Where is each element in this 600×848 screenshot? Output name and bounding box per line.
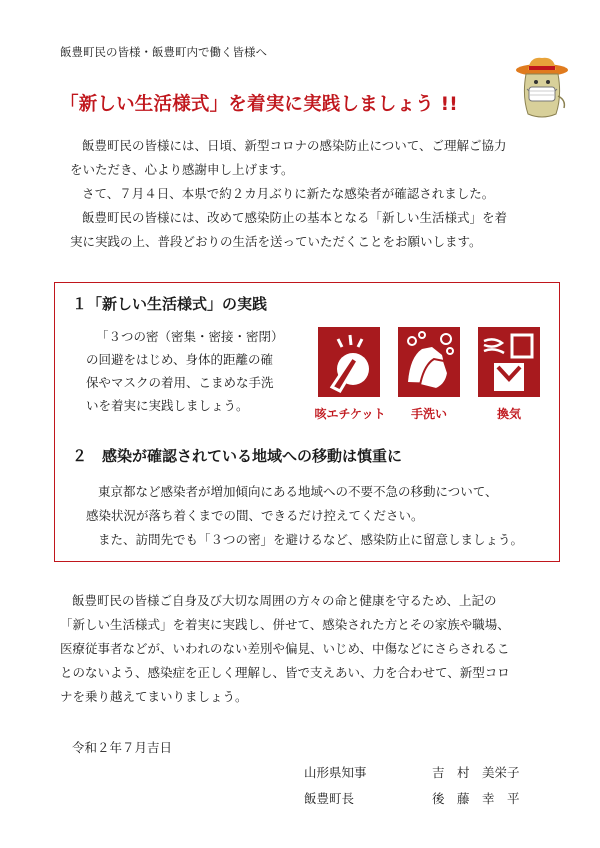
ventilation-icon bbox=[478, 327, 540, 397]
intro-line: 実に実践の上、普段どおりの生活を送っていただくことをお願いします。 bbox=[70, 234, 482, 249]
section1-line: いを着実に実践しましょう。 bbox=[86, 398, 249, 413]
handwashing-icon bbox=[398, 327, 460, 397]
section2-line: また、訪問先でも「３つの密」を避けるなど、感染防止に留意しましょう。 bbox=[98, 532, 524, 547]
intro-line: さて、７月４日、本県で約２カ月ぶりに新たな感染者が確認されました。 bbox=[82, 186, 495, 201]
closing-line: 飯豊町民の皆様ご自身及び大切な周囲の方々の命と健康を守るため、上記の bbox=[72, 593, 497, 608]
intro-paragraph bbox=[70, 134, 507, 254]
signature-name-governor: 吉 村 美栄子 bbox=[432, 765, 520, 780]
section2-heading: ２ 感染が確認されている地域への移動は慎重に bbox=[72, 447, 403, 465]
section1-paragraph bbox=[86, 325, 284, 417]
page-title: 「新しい生活様式」を着実に実践しましょう !! bbox=[60, 94, 458, 115]
section2-line: 東京都など感染者が増加傾向にある地域への不要不急の移動について、 bbox=[98, 484, 498, 499]
closing-line: 医療従事者などが、いわれのない差別や偏見、いじめ、中傷などにさらされるこ bbox=[60, 641, 510, 656]
intro-line: 飯豊町民の皆様には、日頃、新型コロナの感染防止について、ご理解ご協力 bbox=[82, 138, 507, 153]
signature-title-governor: 山形県知事 bbox=[304, 765, 367, 780]
icon-label-ventilation: 換気 bbox=[496, 407, 521, 421]
icon-label-handwashing: 手洗い bbox=[410, 407, 447, 421]
closing-line: 「新しい生活様式」を着実に実践し、併せて、感染された方とその家族や職場、 bbox=[60, 617, 510, 632]
signature-name-mayor: 後 藤 幸 平 bbox=[432, 791, 520, 806]
signature-title-mayor: 飯豊町長 bbox=[304, 791, 355, 806]
closing-line: とのないよう、感染症を正しく理解し、皆で支えあい、力を合わせて、新型コロ bbox=[60, 665, 510, 680]
section1-line: 保やマスクの着用、こまめな手洗 bbox=[86, 375, 274, 390]
closing-paragraph bbox=[60, 589, 510, 709]
icon-label-cough: 咳エチケット bbox=[314, 407, 386, 421]
header-greeting: 飯豊町民の皆様・飯豊町内で働く皆様へ bbox=[60, 45, 267, 59]
masked-mascot-icon bbox=[512, 56, 572, 120]
section2-line: 感染状況が落ち着くまでの間、できるだけ控えてください。 bbox=[86, 508, 424, 523]
section2-paragraph bbox=[86, 480, 523, 552]
section1-line: の回避をはじめ、身体的距離の確 bbox=[86, 352, 274, 367]
section1-line: 「３つの密（密集・密接・密閉） bbox=[96, 329, 284, 344]
issue-date: 令和２年７月吉日 bbox=[72, 740, 173, 755]
closing-line: ナを乗り越えてまいりましょう。 bbox=[60, 689, 248, 704]
cough-etiquette-icon bbox=[318, 327, 380, 397]
section1-heading: １「新しい生活様式」の実践 bbox=[72, 295, 268, 313]
intro-line: 飯豊町民の皆様には、改めて感染防止の基本となる「新しい生活様式」を着 bbox=[82, 210, 508, 225]
intro-line: をいただき、心より感謝申し上げます。 bbox=[70, 162, 294, 177]
